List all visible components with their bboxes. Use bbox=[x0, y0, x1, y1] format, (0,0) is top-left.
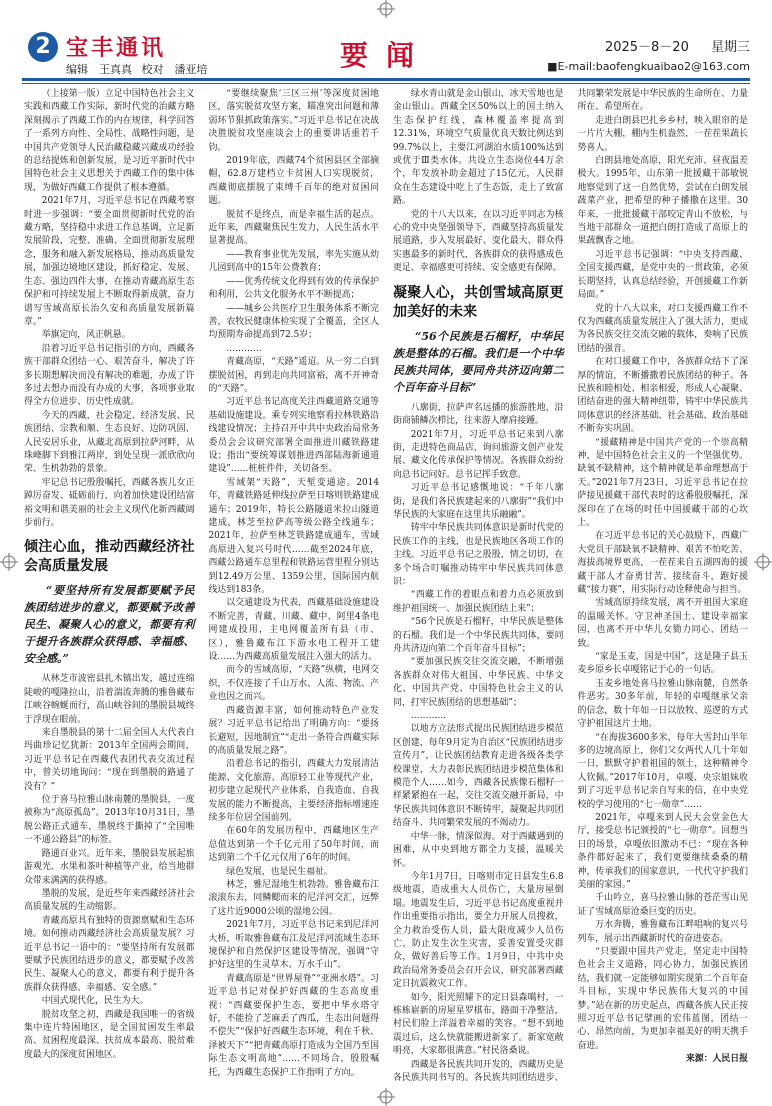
paragraph: 中华一脉，情深似海。对于西藏遇到的困难，从中央到地方都全力支援，温暖关怀。 bbox=[393, 831, 564, 869]
pull-quote-1: “要坚持所有发展都要赋予民族团结进步的意义，都要赋予改善民生、凝聚人心的意义，都要有利于提升各族群众获得感、幸福感、安全感。” bbox=[24, 584, 195, 666]
paragraph: 雪域高原持续发展，离不开祖国大家庭的温暖关怀。守卫神圣国土、建设幸福家园，也离不开中华儿女勠力同心、团结一致。 bbox=[577, 598, 748, 649]
paragraph: “在海拔3600多米、每年大雪封山半年多的边境高原上，你们父女两代人几十年如一日，默默守护着祖国的领土，这种精神令人钦佩。”2017年10月，卓嘎、央宗姐妹收到了习近平总书记亲自写来的信，在中央党校的学习使用的“七一勋章”…… bbox=[577, 732, 748, 810]
paragraph: 2021年7月，习近平总书记在西藏考察时进一步强调：“要全面贯彻新时代党的治藏方略，坚持稳中求进工作总基调，立足新发展阶段，完整、准确、全面贯彻新发展理念，服务和融入新发展格局，推动高质量发展，加强边境地区建设，抓好稳定、发展、生态、强边四件大事，在推动青藏高原生态保护和可持续发展上不断取得新成就，奋力谱写雪域高原长治久安和高质量发展新篇章。” bbox=[24, 196, 195, 327]
paragraph: 2021年7月，习近平总书记来到八廓街，走进特色商品店，询问旅游文创产业发展、藏文化传承保护等情况。各族群众纷纷向总书记问好。总书记挥手致意。 bbox=[393, 429, 564, 480]
paragraph: ——教育事业优先发展，率先实施从幼儿园到高中的15年公费教育； bbox=[208, 249, 379, 274]
paragraph: 墨脱的发展，是近些年来西藏经济社会高质量发展的生动缩影。 bbox=[24, 888, 195, 913]
paragraph: 党的十八大以来，对口支援西藏工作不仅为西藏高质量发展注入了强大活力，更成为各民族交往交流交融的载体，奏响了民族团结的强音。 bbox=[577, 303, 748, 354]
paragraph: 八廓街，拉萨声名远播的旅游胜地，沿街商铺鳞次栉比，往来游人摩肩接踵。 bbox=[393, 402, 564, 427]
paragraph: 今年1月7日，日喀则市定日县发生6.8级地震，造成重大人员伤亡，大量房屋倒塌。地震发生后，习近平总书记高度重视并作出重要指示指出，要全力开展人员搜救，全力救治受伤人员，最大限度减少人员伤亡，防止发生次生灾害，妥善安置受灾群众，做好善后等工作。1月9日，中共中央政治局常务委员会召开会议，研究部署西藏定日抗震救灾工作。 bbox=[393, 871, 564, 990]
registration-mark-left-icon bbox=[0, 553, 18, 571]
paragraph: 2021年7月，习近平总书记来到尼洋河大桥，听取雅鲁藏布江及尼洋河流域生态环境保护和自然保护区建设等情况，强调“守护好这里的生灵草木、万水千山”。 bbox=[208, 920, 379, 971]
header-divider bbox=[22, 78, 750, 81]
paragraph: 西藏是各民族共同开发的，西藏历史是各民族共同书写的。各民族共同团结进步、共同繁荣发展是中华民族的生命所在、力量所在、希望所在。 bbox=[393, 89, 748, 1083]
paragraph: 2019年底，西藏74个贫困县区全部摘帽，62.8万建档立卡贫困人口实现脱贫，西藏彻底摆脱了束缚千百年的绝对贫困问题。 bbox=[208, 156, 379, 207]
paragraph: 万水奔腾，雅鲁藏布江畔唱响的复兴号列车，展示出西藏新时代的奋进姿态。 bbox=[577, 920, 748, 944]
page-number-badge: 2 bbox=[28, 32, 58, 62]
paragraph: 雪域架“天路”，天堑变通途。2014年，青藏铁路延伸线拉萨至日喀则铁路建成通车；2019年，特长公路隧道米拉山隧道建成，林芝至拉萨高等级公路全线通车；2021年，拉萨至林芝铁路建成通车，雪域高原进入复兴号时代……截至2024年底，西藏公路通车总里程和铁路运营里程分别达到12.49万公里、1359公里，国际国内航线达到183条。 bbox=[208, 477, 379, 596]
paragraph: 青藏高原具有独特的资源禀赋和生态环境。如何推动西藏经济社会高质量发展？习近平总书记一语中的：“要坚持所有发展都要赋予民族团结进步的意义，都要赋予改善民生、凝聚人心的意义，都要有利于提升各族群众获得感、幸福感、安全感。” bbox=[24, 915, 195, 993]
paragraph: 沿着总书记的指引，西藏大力发展清洁能源、文化旅游、高原轻工业等现代产业，初步建立起现代产业体系，自我造血、自我发展的能力不断提高，主要经济指标增速连续多年位居全国前列。 bbox=[208, 759, 379, 823]
paragraph: 白朗县地处高原，阳光充沛、昼夜温差极大。1995年，山东第一批援藏干部敏锐地察觉到了这一自然优势，尝试在白朗发展蔬菜产业，把希望的种子播撒在这里。30年来，一批批援藏干部咬定青山不放松，与当地干部群众一道把白朗打造成了高原上的果蔬飘香之地。 bbox=[577, 156, 748, 247]
paragraph: 习近平总书记感慨地说：“千年八廓街，是我们各民族建起来的八廓街”“我们中华民族的大家庭在这里共乐融融”。 bbox=[393, 483, 564, 520]
paragraph: ——优秀传统文化得到有效的传承保护和利用，公共文化服务水平不断提高； bbox=[208, 276, 379, 301]
paragraph: 脱贫不是终点，而是幸福生活的起点。近年来，西藏聚焦民生发力，人民生活水平显著提高。 bbox=[208, 209, 379, 247]
registration-mark-bottom-icon bbox=[377, 1088, 395, 1106]
paragraph: 如今，阳光照耀下的定日县森噶村，一栋栋崭新的房屋星罗棋布，路面干净整洁，村民们脸上洋溢着幸福的笑容。“想不到地震过后，这么快就能搬进新家了。新家宽敞明亮，大家都很满意。”村民洛桑说。 bbox=[393, 992, 564, 1057]
issue-weekday: 星期三 bbox=[710, 40, 750, 55]
section-heading-2: 凝聚人心，共创雪域高原更加美好的未来 bbox=[393, 284, 564, 320]
paragraph: “56个民族是石榴籽，中华民族是整体的石榴。我们是一个中华民族共同体，要同舟共济迈向第二个百年奋斗目标”； bbox=[393, 617, 564, 654]
paragraph: ………… bbox=[226, 343, 262, 354]
paragraph: 在60年的发展历程中，西藏地区生产总值达到第一个千亿元用了50年时间，而达到第二个千亿元仅用了6年的时间。 bbox=[208, 826, 379, 864]
editor-credit: 编辑 王真真 bbox=[66, 63, 132, 76]
page-header bbox=[22, 28, 750, 76]
editor-credits bbox=[66, 61, 214, 77]
pull-quote-2: “56个民族是石榴籽，中华民族是整体的石榴。我们是一个中华民族共同体，要同舟共济迈向第二个百年奋斗目标” bbox=[393, 329, 564, 394]
paragraph: 西藏资源丰富，如何推动特色产业发展？习近平总书记给出了明确方向：“要扬长避短，因地制宜”“走出一条符合西藏实际的高质量发展之路”。 bbox=[208, 705, 379, 756]
paragraph: 位于喜马拉雅山脉南麓的墨脱县，一度被称为“高原孤岛”。2013年10月31日，墨脱公路正式通车，墨脱终于撕掉了“全国唯一不通公路县”的标签。 bbox=[24, 795, 195, 846]
paragraph: 在对口援藏工作中，各族群众结下了深厚的情谊，不断播撒着民族团结的种子。各民族和睦相处、相亲相爱，形成人心凝聚、团结奋进的强大精神纽带，铸牢中华民族共同体意识的经济基础、社会基础、政治基础不断夯实巩固。 bbox=[577, 357, 748, 435]
paragraph: 玉麦乡地处喜马拉雅山脉南麓，自然条件恶劣。30多年前，年轻的卓嘎继承父亲的信念，数十年如一日以放牧、巡逻的方式守护祖国这片土地。 bbox=[577, 678, 748, 730]
paragraph: 从林芝市波密县扎木镇出发，越过连绵陡峻的嘎隆拉山，沿着湍流奔腾的雅鲁藏布江峡谷蜿蜒而行，高山峡谷间的墨脱县城终于浮现在眼前。 bbox=[24, 674, 195, 725]
registration-mark-right-icon bbox=[754, 553, 772, 571]
paragraph: 举旗定向，风正帆悬。 bbox=[41, 330, 131, 341]
paragraph: ………… bbox=[410, 711, 447, 722]
paragraph: 中国式现代化，民生为大。 bbox=[41, 996, 149, 1007]
paragraph: （上接第一版）立足中国特色社会主义实践和西藏工作实际，新时代党的治藏方略深刻揭示了西藏工作的内在规律，科学回答了一系列方向性、全局性、战略性问题，是中国共产党领导人民治藏稳藏兴藏成功经验的总结提炼和创新发展，是习近平新时代中国特色社会主义思想关于西藏工作的集中体现，为做好西藏工作提供了根本遵循。 bbox=[24, 89, 195, 193]
section-heading-1: 倾注心血，推动西藏经济社会高质量发展 bbox=[24, 539, 195, 575]
paragraph: 千山吟立，喜马拉雅山脉的苍茫雪山见证了雪域高原沧桑巨变的历史。 bbox=[577, 893, 748, 917]
paragraph: 林芝，雅尼湿地生机勃勃。雅鲁藏布江滚滚东去，同鳞鳃而来的尼洋河交汇，远弊了这片近9000公顷的湿地公园。 bbox=[208, 879, 379, 917]
header-divider-thin bbox=[22, 83, 750, 84]
paragraph: 以交通建设为代表，西藏基础设施建设不断完善，青藏、川藏、藏中、阿里4条电网建成投用，主电网覆盖所有县（市、区），雅鲁藏布江下游水电工程开工建设……为西藏高质量发展注入强大的活力。 bbox=[208, 598, 379, 663]
paragraph: “只要跟中国共产党走，坚定走中国特色社会主义道路，同心协力，加强民族团结，我们就一定能够如期实现第二个百年奋斗目标，实现中华民族伟大复兴的中国梦。”站在新的历史起点，西藏各族人民正按照习近平总书记擘画的宏伟蓝图，团结一心、昂然向前，为更加幸福美好的明天携手奋进。 bbox=[577, 947, 748, 1051]
paragraph: “要继续聚焦‘三区三州’等深度贫困地区，落实脱贫攻坚方案，瞄准突出问题和薄弱环节狠抓政策落实。”习近平总书记在决战决胜脱贫攻坚座谈会上的重要讲话重若千钧。 bbox=[208, 89, 379, 153]
paragraph: “家是玉麦，国是中国”，这是隆子县玉麦乡原乡长卓嘎铭记于心的一句话。 bbox=[577, 652, 748, 676]
paragraph: 以地方立法形式提出民族团结进步模范区创建，每年9月定为自治区“民族团结进步宣传月”，让民族团结教育走进各级各类学校课堂，大力表彰民族团结进步模范集体和模范个人……如今，西藏各民族像石榴籽一样紧紧抱在一起，交往交流交融开新局，中华民族共同体意识不断铸牢，凝聚起共同团结奋斗、共同繁荣发展的不竭动力。 bbox=[393, 724, 564, 829]
paragraph: 党的十八大以来，在以习近平同志为核心的党中央坚强领导下，西藏坚持高质量发展道路，步入发展最好、变化最大、群众得实惠最多的新时代，各族群众的获得感成色更足、幸福感更可持续、安全感更有保障。 bbox=[393, 209, 564, 274]
paragraph: ——城乡公共医疗卫生服务体系不断完善，农牧民健康体检实现了全覆盖，全区人均预期寿命提高到72.5岁； bbox=[208, 303, 379, 341]
paper-name: 宝丰通讯 bbox=[66, 35, 167, 61]
issue-date: 2025－8－20 bbox=[604, 40, 689, 55]
contact-email: ■E-mail:baofengkuaibao2@163.com bbox=[547, 60, 750, 73]
paragraph: 青藏高原是“世界屋脊”“亚洲水塔”。习近平总书记对保护好西藏的生态高度重视：“西藏要保护生态，要把中华水塔守好，不能捡了芝麻丢了西瓜，生态出问题得不偿失”“保护好西藏生态环境，利在千秋、泽被天下”“把青藏高原打造成为全国乃至国际生态文明高地”……不同场合，殷殷嘱托，为西藏生态保护工作指明了方向。 bbox=[208, 973, 379, 1078]
paragraph: “西藏工作的着眼点和着力点必须放到维护祖国统一、加强民族团结上来”； bbox=[393, 590, 564, 614]
paragraph: 走进白朗县巴扎乡乡村，映入眼帘的是一片片大棚，棚内生机盎然，一茬茬果蔬长势喜人。 bbox=[577, 115, 748, 153]
paragraph: 绿色发展，也是民生福祉。 bbox=[226, 866, 333, 877]
paragraph: 而今的雪域高原，“天路”纵横，电网交织，不仅连接了千山万水、人流、物流、产业也因之而兴。 bbox=[208, 665, 379, 703]
paragraph: 绿水青山就是金山银山，冰天雪地也是金山银山。西藏全区50%以上的国土纳入生态保护红线，森林覆盖率提高到12.31%，环境空气质量优良天数比例达到99.7%以上，主要江河湖泊水质100%达到或优于Ⅲ类水体。共设立生态岗位44万余个，年发放补助金超过了15亿元，人民群众在生态建设中吃上了生态饭，走上了致富路。 bbox=[393, 89, 564, 207]
paragraph: “援藏精神是中国共产党的一个崇高精神，是中国特色社会主义的一个坚强优势。缺氧不缺精神，这个精神就是革命理想高于天。”2021年7月23日，习近平总书记在拉萨接见援藏干部代表时的这番殷殷嘱托，深深印在了在场的时任中国援藏干部的心坎上。 bbox=[577, 437, 748, 528]
registration-mark-top-icon bbox=[377, 0, 395, 18]
article-source: 来源：人民日报 bbox=[685, 1054, 748, 1065]
section-title: 要闻 bbox=[339, 39, 433, 72]
proofreader-credit: 校对 潘亚培 bbox=[141, 63, 208, 76]
paragraph: 2021年，卓嘎来到人民大会堂金色大厅，接受总书记颁授的“七一勋章”。回想当日的场景，卓嘎依旧激动不已：“现在各种条件都好起来了，我们更要继续桑桑的精神，传承我们的国家意识，一代代守护我们美丽的家园。” bbox=[577, 812, 748, 890]
issue-date-line bbox=[587, 36, 750, 55]
paragraph: “要加强民族交往交流交融，不断增强各族群众对伟大祖国、中华民族、中华文化、中国共产党、中国特色社会主义的认同，打牢民族团结的思想基础”； bbox=[393, 657, 564, 708]
paragraph: 今天的西藏，社会稳定、经济发展、民族团结、宗教和顺、生态良好、边防巩固、人民安居乐业，从藏北高原到拉萨河畔，从珠峰脚下到雅江两岸，到处呈现一派欣欣向荣、生机勃勃的景象。 bbox=[24, 410, 195, 475]
paragraph: 牢记总书记殷殷嘱托，西藏各族儿女正踔厉奋发、砥砺前行，向着加快建设团结富裕文明和谐美丽的社会主义现代化新西藏阔步前行。 bbox=[24, 477, 195, 528]
article-body bbox=[24, 88, 748, 1088]
paragraph: 习近平总书记强调：“中央支持西藏、全国支援西藏，是党中央的一贯政策，必须长期坚持，认真总结经验，开创援藏工作新局面。” bbox=[577, 249, 748, 301]
paragraph: 铸牢中华民族共同体意识是新时代党的民族工作的主线，也是民族地区各项工作的主线。习近平总书记之殷殷，情之切切，在多个场合叮嘱推动铸牢中华民族共同体意识： bbox=[393, 523, 564, 587]
paragraph: 青藏高原，“天路”遥迢。从一穷二白到摆脱贫困，再到走向共同富裕，离不开神奇的“天路”。 bbox=[208, 357, 379, 394]
paragraph: 在习近平总书记的关心鼓励下，西藏广大党员干部缺氧不缺精神、艰苦不怕吃苦、海拔高境界更高，一茬茬来自五湖四海的援藏干部人才奋勇甘苦、接续奋斗，跑好援藏“接力赛”，用实际行动诠释使命与担当。 bbox=[577, 531, 748, 596]
paragraph: 沿着习近平总书记指引的方向，西藏各族干部群众团结一心、艰苦奋斗，解决了许多长期想解决而没有解决的难题，办成了许多过去想办而没有办成的大事，各项事业取得全方位进步、历史性成就。 bbox=[24, 343, 195, 408]
paragraph: 来自墨脱县的第十二届全国人大代表白玛曲珍记忆犹新：2013年全国两会期间，习近平总书记在西藏代表团代表交流过程中，曾关切地询问：“现在到墨脱的路通了没有？” bbox=[24, 728, 195, 792]
intro-block bbox=[24, 88, 195, 530]
paragraph: 脱贫攻坚之初，西藏是我国唯一的省级集中连片特困地区，是全国贫困发生率最高、贫困程度最深、扶贫成本最高、脱贫难度最大的深度贫困地区。 bbox=[24, 1009, 195, 1060]
paragraph: 习近平总书记高度关注西藏道路交通等基础设施建设。乘专列实地察看拉林铁路沿线建设情况；主持召开中共中央政治局常务委员会会议研究部署全面推进川藏铁路建设；指出“要统筹谋划推进西部陆海新通道建设”……桩桩件件，关切备至。 bbox=[208, 397, 379, 475]
paragraph: 路通百业兴。近年来，墨脱县发展起旅游观光、水果和茶叶种植等产业，给当地群众带来满满的获得感。 bbox=[24, 848, 195, 886]
